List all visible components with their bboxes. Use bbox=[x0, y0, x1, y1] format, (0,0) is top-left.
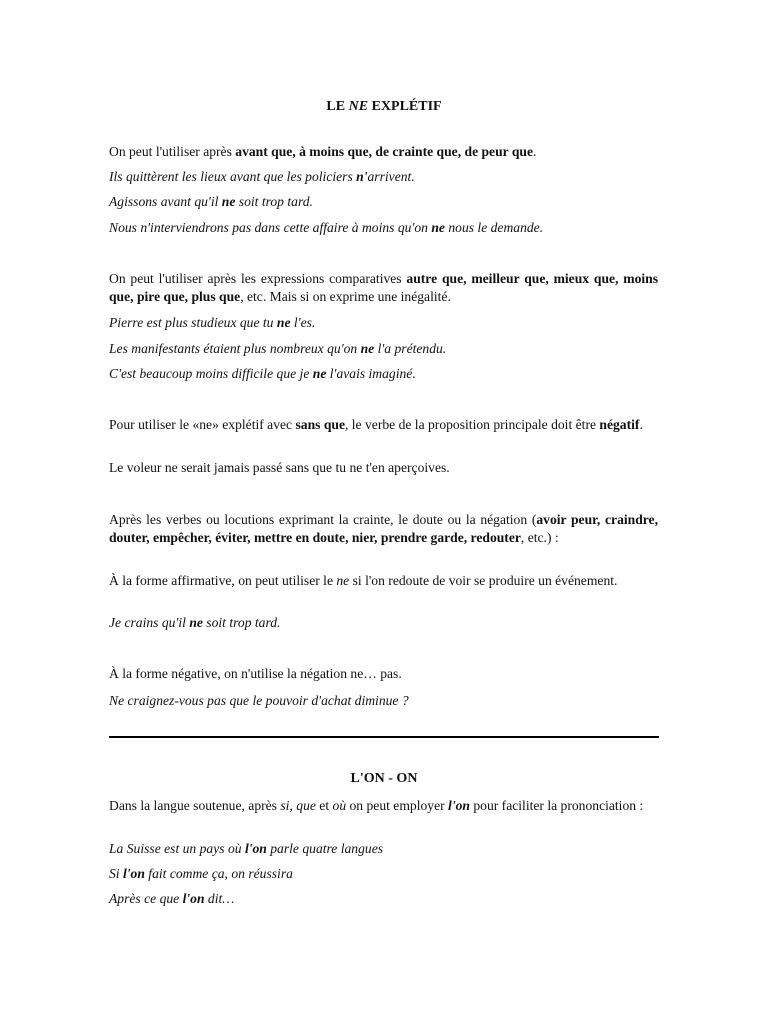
example-6 bbox=[109, 365, 658, 383]
bold-text: avoir peur, craindre, douter, empêcher, éviter, mettre en doute, nier, prendre garde, redouter bbox=[109, 512, 658, 545]
example-3 bbox=[109, 219, 658, 237]
lon-example-1 bbox=[109, 840, 658, 858]
bold-text: n' bbox=[356, 169, 368, 184]
example-4 bbox=[109, 314, 658, 332]
paragraph-sans-que bbox=[109, 416, 658, 434]
bold-text: ne bbox=[360, 341, 375, 356]
bold-text: ne bbox=[221, 194, 236, 209]
bold-italic-text: l'on bbox=[448, 798, 470, 813]
text: On peut l'utiliser après bbox=[109, 144, 236, 159]
text: À la forme affirmative, on peut utiliser le bbox=[109, 573, 337, 588]
text: parle quatre langues bbox=[266, 841, 384, 856]
bold-text: ne bbox=[312, 366, 327, 381]
text: on peut employer bbox=[346, 798, 449, 813]
example-9: Ne craignez-vous pas que le pouvoir d'achat diminue ? bbox=[109, 693, 409, 708]
text: fait comme ça, on réussira bbox=[144, 866, 293, 881]
example-7: Le voleur ne serait jamais passé sans que tu ne t'en aperçoives. bbox=[109, 460, 450, 475]
title-text-italic: NE bbox=[348, 99, 369, 114]
title-text: LE bbox=[326, 99, 349, 114]
bold-text: ne bbox=[276, 315, 291, 330]
paragraph-intro bbox=[109, 143, 658, 161]
text: . bbox=[533, 144, 537, 159]
text: soit trop tard. bbox=[235, 194, 313, 209]
text: pour faciliter la prononciation : bbox=[469, 798, 644, 813]
italic-text: si bbox=[280, 798, 290, 813]
text: Nous n'interviendrons pas dans cette affaire à moins qu'on bbox=[109, 220, 432, 235]
paragraph-crainte bbox=[109, 511, 658, 547]
italic-text: que bbox=[296, 798, 316, 813]
bold-text: l'on bbox=[182, 891, 205, 906]
text: Je crains qu'il bbox=[109, 615, 190, 630]
text: soit trop tard. bbox=[202, 615, 281, 630]
bold-text: avant que, à moins que, de crainte que, de peur que bbox=[235, 144, 533, 159]
section-divider bbox=[109, 736, 659, 738]
text: , le verbe de la proposition principale doit être bbox=[344, 417, 600, 432]
italic-text: où bbox=[332, 798, 347, 813]
text: Pierre est plus studieux que tu bbox=[109, 315, 277, 330]
text: l'avais imaginé. bbox=[326, 366, 416, 381]
bold-text: sans que bbox=[295, 417, 345, 432]
bold-text: l'on bbox=[122, 866, 145, 881]
text: , bbox=[289, 798, 297, 813]
example-5 bbox=[109, 340, 658, 358]
text: dit… bbox=[204, 891, 235, 906]
example-2 bbox=[109, 193, 658, 211]
text: Ils quittèrent les lieux avant que les policiers bbox=[109, 169, 357, 184]
text: Les manifestants étaient plus nombreux qu'on bbox=[109, 341, 361, 356]
text: Pour utiliser le «ne» explétif avec bbox=[109, 417, 296, 432]
lon-example-3 bbox=[109, 890, 658, 908]
bold-text: négatif bbox=[599, 417, 640, 432]
text: Après ce que bbox=[109, 891, 183, 906]
bold-text: ne bbox=[431, 220, 445, 235]
text: arrivent. bbox=[367, 169, 415, 184]
text: et bbox=[315, 798, 333, 813]
text: Après les verbes ou locutions exprimant la crainte, le doute ou la négation ( bbox=[109, 512, 537, 527]
text: . bbox=[639, 417, 643, 432]
paragraph-negative: À la forme négative, on n'utilise la négation ne… pas. bbox=[109, 666, 402, 681]
text: , etc.) : bbox=[520, 530, 559, 545]
text: , etc. Mais si on exprime une inégalité. bbox=[240, 289, 451, 304]
section-title-ne-expletif bbox=[0, 98, 768, 116]
lon-example-2 bbox=[109, 865, 658, 883]
paragraph-comparatives bbox=[109, 270, 658, 306]
text: l'a prétendu. bbox=[374, 341, 447, 356]
paragraph-lon-intro bbox=[109, 797, 658, 815]
section-title-lon-on: L'ON - ON bbox=[350, 771, 418, 786]
italic-text: ne bbox=[336, 573, 350, 588]
text: l'es. bbox=[290, 315, 316, 330]
text: C'est beaucoup moins difficile que je bbox=[109, 366, 313, 381]
text: La Suisse est un pays où bbox=[109, 841, 245, 856]
text: si l'on redoute de voir se produire un événement. bbox=[349, 573, 618, 588]
bold-text: l'on bbox=[244, 841, 267, 856]
paragraph-affirmative bbox=[109, 572, 658, 590]
text: Si bbox=[109, 866, 123, 881]
title-text: EXPLÉTIF bbox=[368, 99, 442, 114]
example-8 bbox=[109, 614, 658, 632]
bold-text: autre que, meilleur que, mieux que, moins que, pire que, plus que bbox=[109, 271, 659, 304]
text: Agissons avant qu'il bbox=[109, 194, 222, 209]
bold-text: ne bbox=[189, 615, 203, 630]
example-1 bbox=[109, 168, 658, 186]
text: nous le demande. bbox=[444, 220, 544, 235]
text: On peut l'utiliser après les expressions comparatives bbox=[109, 271, 407, 286]
text: Dans la langue soutenue, après bbox=[109, 798, 281, 813]
